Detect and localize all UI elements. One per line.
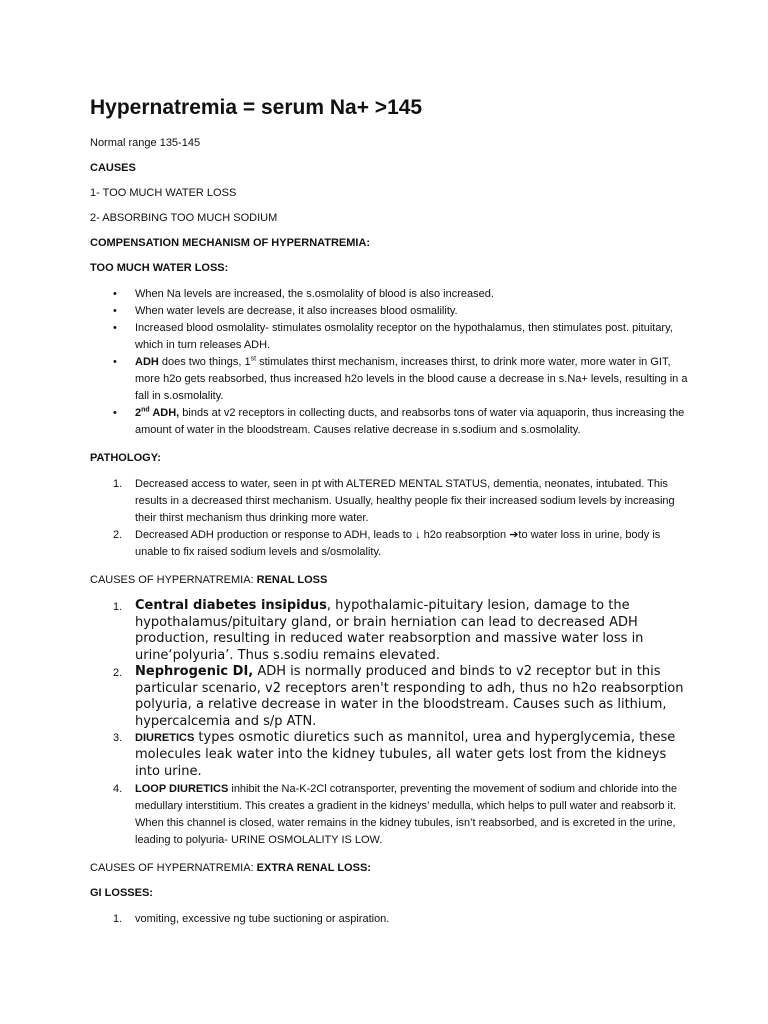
causes-heading: CAUSES <box>90 162 136 174</box>
ordinal-suffix: nd <box>141 406 150 414</box>
compensation-heading: COMPENSATION MECHANISM OF HYPERNATREMIA: <box>90 237 371 249</box>
list-item <box>90 527 690 561</box>
list-number: 2. <box>113 667 123 679</box>
water-loss-list <box>90 286 690 439</box>
gi-losses-list <box>90 911 690 928</box>
renal-loss-list <box>90 598 690 849</box>
extra-renal-heading <box>90 861 690 875</box>
list-item <box>90 286 690 303</box>
list-item-text: types osmotic diuretics such as mannitol, urea and hyperglycemia, these molecules leak water into the kidney tubules, all water gets lost from the kidneys into urine. <box>135 730 676 779</box>
term-bold: LOOP DIURETICS <box>135 783 229 795</box>
list-number: 1. <box>113 478 123 490</box>
page-title: Hypernatremia = serum Na+ >145 <box>90 96 423 119</box>
list-item <box>90 730 690 781</box>
water-loss-heading: TOO MUCH WATER LOSS: <box>90 262 229 274</box>
list-item <box>90 303 690 320</box>
term-bold: Central diabetes insipidus <box>135 598 327 613</box>
list-item <box>90 664 690 730</box>
list-item-text: vomiting, excessive ng tube suctioning or aspiration. <box>135 913 390 925</box>
normal-range-text: Normal range 135-145 <box>90 137 201 149</box>
list-item-text: When water levels are decrease, it also increases blood osmalility. <box>135 305 458 317</box>
cause-item: 2- ABSORBING TOO MUCH SODIUM <box>90 212 278 224</box>
term-bold: Nephrogenic DI, <box>135 664 254 679</box>
heading-emphasis: EXTRA RENAL LOSS: <box>256 862 371 874</box>
list-item-text: When Na levels are increased, the s.osmolality of blood is also increased. <box>135 288 494 300</box>
list-number: 4. <box>113 783 123 795</box>
list-item <box>90 781 690 849</box>
list-number: 2. <box>113 529 123 541</box>
ordinal-number: 2 <box>135 407 142 419</box>
list-item <box>90 320 690 354</box>
list-number: 1. <box>113 913 123 925</box>
heading-prefix: CAUSES OF HYPERNATREMIA: <box>90 862 257 874</box>
list-item-text: , hypothalamic-pituitary lesion, damage to the hypothalamus/pituitary gland, or brain herniation can lead to decreased ADH production, resulting in reduced water reabsorption and massive water loss in urine‘polyuria’. Thus s.sodiu remains elevated. <box>135 598 644 663</box>
list-item-text: ADH is normally produced and binds to v2 receptor but in this particular scenario, v2 receptors aren't responding to adh, thus no h2o reabsorption polyuria, a relative decrease in water in the bloodstream. Causes such as lithium, hypercalcemia and s/p ATN. <box>135 664 684 729</box>
list-item-text: Decreased ADH production or response to ADH, leads to ↓ h2o reabsorption ➔to water loss in urine, body is unable to fix raised sodium levels and s/osmolality. <box>135 529 661 558</box>
bullet-marker: • <box>113 305 117 317</box>
term-bold: DIURETICS <box>135 732 195 744</box>
list-item-text: Decreased access to water, seen in pt with ALTERED MENTAL STATUS, dementia, neonates, intubated. This results in a decreased thirst mechanism. Usually, healthy people fix their increased sodium levels by increasing their thirst mechanism thus drinking more water. <box>135 478 675 524</box>
list-item-text: stimulates thirst mechanism, increases thirst, to drink more water, more water in GIT, more h2o gets reabsorbed, thus increased h2o levels in the blood cause a decrease in s.Na+ levels, resulting in a fall in s.osmolality. <box>135 356 688 402</box>
cause-item: 1- TOO MUCH WATER LOSS <box>90 187 237 199</box>
heading-emphasis: RENAL LOSS <box>256 574 328 586</box>
bullet-marker: • <box>113 356 117 368</box>
list-item <box>90 476 690 527</box>
adh-label: ADH, <box>149 407 180 419</box>
list-item <box>90 598 690 664</box>
second-adh-bold-label <box>135 407 179 419</box>
list-item <box>90 354 690 405</box>
list-item-text: inhibit the Na-K-2Cl cotransporter, preventing the movement of sodium and chloride into the medullary interstitium. This creates a gradient in the kidneys’ medulla, which helps to pull water and reabsorb it. When this channel is closed, water remains in the kidney tubules, isn’t reabsorbed, and is excreted in the urine, leading to polyuria- URINE OSMOLALITY IS LOW. <box>135 783 678 846</box>
adh-bold-label: ADH <box>135 356 159 368</box>
bullet-marker: • <box>113 407 117 419</box>
list-item <box>90 405 690 439</box>
bullet-marker: • <box>113 322 117 334</box>
bullet-marker: • <box>113 288 117 300</box>
list-item-text: Increased blood osmolality- stimulates osmolality receptor on the hypothalamus, then stimulates post. pituitary, which in turn releases ADH. <box>135 322 673 351</box>
pathology-list <box>90 476 690 561</box>
list-number: 3. <box>113 732 123 744</box>
renal-loss-heading <box>90 573 690 587</box>
list-item-text: does two things, 1 <box>158 356 251 368</box>
list-item <box>90 911 690 928</box>
list-number: 1. <box>113 601 123 613</box>
list-item-text: binds at v2 receptors in collecting ducts, and reabsorbs tons of water via aquaporin, thus increasing the amount of water in the bloodstream. Causes relative decrease in s.sodium and s.osmolality. <box>135 407 685 436</box>
ordinal-suffix: st <box>250 355 257 363</box>
pathology-heading: PATHOLOGY: <box>90 452 161 464</box>
gi-losses-heading: GI LOSSES: <box>90 887 153 899</box>
heading-prefix: CAUSES OF HYPERNATREMIA: <box>90 574 257 586</box>
document-page <box>90 94 690 938</box>
